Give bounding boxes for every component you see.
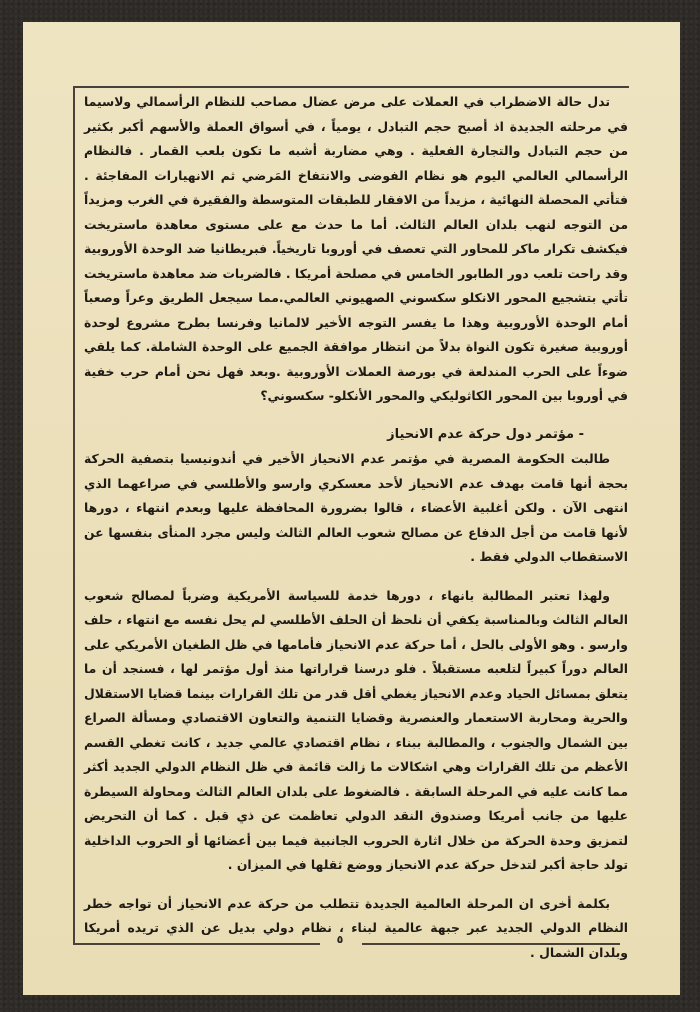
article-body <box>84 90 628 965</box>
frame-left-rule <box>73 86 75 943</box>
paragraph-role-of-movement: ولهذا تعتبر المطالبة بانهاء ، دورها خدمة للسياسة الأمريكية وضرباً لمصالح شعوب العالم الثالث وبالمناسبة يكفي أن نلحظ أن الحلف الأطلسي لم يحل نفسه مع انتهاء ، حلف وارسو . وهو الأولى بالحل ، أما حركة عدم الانحياز فأمامها في ظل الطغيان الأمريكي على العالم دوراً كبيراً لتلعبه مستقبلاً . فلو درسنا قراراتها منذ أول مؤتمر لها ، فسنجد أن ما يتعلق بمسائل الحياد وعدم الانحياز يغطي أقل قدر من تلك القرارات بينما قضايا الاستقلال والحرية ومحاربة الاستعمار والعنصرية وقضايا التنمية والتعاون الاقتصادي ومسألة الصراع بين الشمال والجنوب ، والمطالبة ببناء ، نظام اقتصادي عالمي جديد ، كانت تغطي القسم الأعظم من تلك القرارات وهي اشكالات ما زالت قائمة في ظل النظام الدولي الجديد أكثر مما كانت عليه في المرحلة السابقة . فالضغوط على بلدان العالم الثالث ومحاولة السيطرة عليها من جانب أمريكا وصندوق النقد الدولي تعاظمت عن ذي قبل . كما أن التحريض لتمزيق وحدة الحركة من خلال اثارة الحروب الجانبية فيما بين أعضائها أو الحروب الداخلية تولد حاجة أكبر لتدخل حركة عدم الانحياز ووضع ثقلها في الميزان . <box>84 587 628 872</box>
paragraph-conclusion: بكلمة أخرى ان المرحلة العالمية الجديدة تتطلب من حركة عدم الانحياز أن تواجه خطر النظام الدولي الجديد عبر جبهة عالمية لبناء ، نظام دولي بديل عن الذي تريده أمريكا وبلدان الشمال . <box>84 895 628 960</box>
paragraph-egypt-demand: طالبت الحكومة المصرية في مؤتمر عدم الانحياز الأخير في أندونيسيا بتصفية الحركة بحجة أنها قامت بهدف عدم الانحياز لأحد معسكري وارسو والأطلسي في صراعهما الذي انتهى الآن . ولكن أغلبية الأعضاء ، قالوا بضرورة المحافظة عليها وبعدم انتهاء ، دورها لأنها قامت من أجل الدفاع عن مصالح شعوب العالم الثالث وليس مجرد المنأى بنفسها عن الاستقطاب الدولي فقط . <box>84 451 628 564</box>
section-heading-non-aligned: - مؤتمر دول حركة عدم الانحياز <box>387 426 584 442</box>
paragraph-currency-crisis: تدل حالة الاضطراب في العملات على مرض عضال مصاحب للنظام الرأسمالي ولاسيما في مرحلته الجديدة اذ أصبح حجم التبادل ، يومياً ، في أسواق العملة والأسهم أكبر بكثير من حجم التبادل والتجارة الفعلية . وهي مضاربة أشبه ما تكون بلعب القمار . فالنظام الرأسمالي العالمي اليوم هو نظام الفوضى والانتفاخ المَرضي ثم الانهيارات المفاجئة . فتأتي المحصلة النهائية ، مزيداً من الافقار للطبقات المتوسطة والفقيرة في الغرب ومزيداً من التوجه لنهب بلدان العالم الثالث. أما ما حدث مع على مستوى معاهدة ماستريخت فيكشف تكرار ماكر للمحاور التي تعصف في أوروبا تاريخياً. فبريطانيا ضد الوحدة الأوروبية وقد راحت تلعب دور الطابور الخامس في مصلحة أمريكا . فالضربات ضد معاهدة ماستريخت تأتي بتشجيع المحور الانكلو سكسوني الصهيوني العالمي.مما سيجعل الطريق وعراً وصعباً أمام الوحدة الأوروبية وهذا ما يفسر التوجه الأخير لالمانيا وفرنسا بطرح مشروع لوحدة أوروبية صغيرة تكون النواة بدلاً من انتظار موافقة الجميع على الوحدة الشاملة. كما يلقي ضوءاً على الحرب المندلعة في بورصة العملات الأوروبية .وبعد فهل نحن أمام حرب خفية في أوروبا بين المحور الكاثوليكي والمحور الأنكلو- سكسوني؟ <box>84 94 628 403</box>
page-number: ٥ <box>336 933 344 946</box>
frame-top-rule <box>73 86 629 88</box>
